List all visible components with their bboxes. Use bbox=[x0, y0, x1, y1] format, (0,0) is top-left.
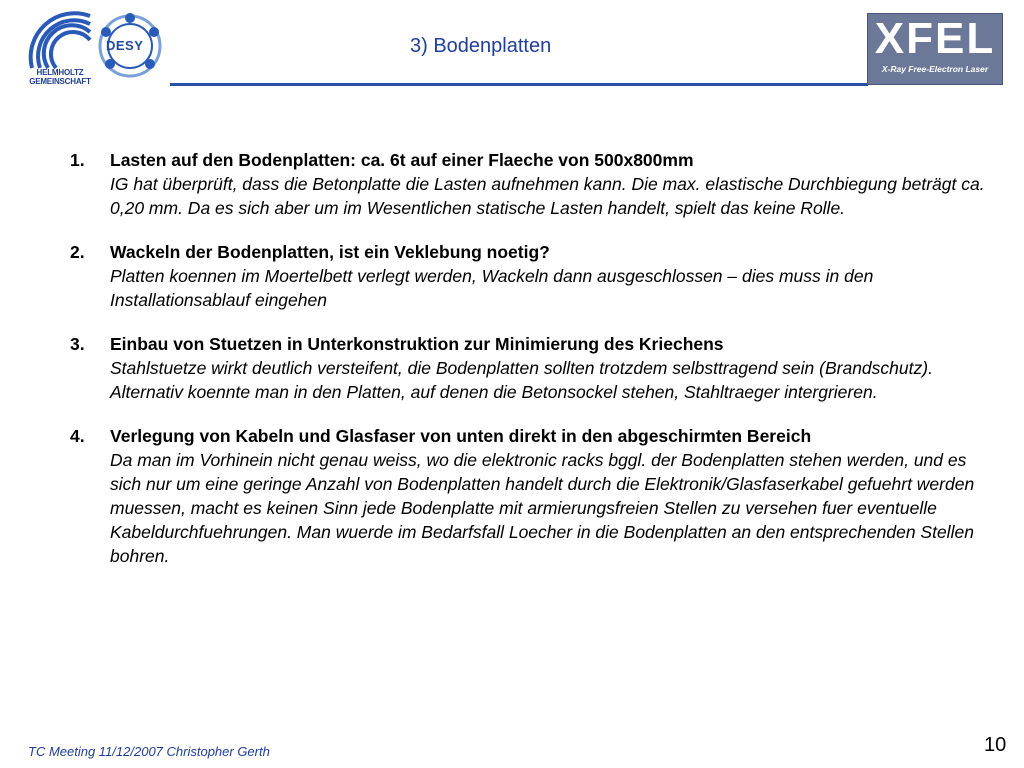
list-item bbox=[70, 332, 1000, 404]
list-item bbox=[70, 424, 1000, 568]
helmholtz-line2: GEMEINSCHAFT bbox=[29, 77, 91, 86]
desy-wordmark: DESY bbox=[106, 38, 144, 53]
item-body: IG hat überprüft, dass die Betonplatte die Lasten aufnehmen kann. Die max. elastische Durchbiegung beträgt ca. 0,20 mm. Da es sich aber um im Wesentlichen statische Lasten handelt, spielt das keine Rolle. bbox=[110, 174, 985, 218]
footer-meeting-info: TC Meeting 11/12/2007 Christopher Gerth bbox=[28, 744, 270, 759]
item-heading bbox=[70, 332, 1000, 356]
item-heading bbox=[70, 240, 1000, 264]
xfel-wordmark: XFEL bbox=[874, 14, 996, 63]
slide-content bbox=[70, 148, 1000, 588]
xfel-subtitle: X-Ray Free-Electron Laser bbox=[881, 64, 989, 74]
item-body: Stahlstuetze wirkt deutlich versteifent, die Bodenplatten sollten trotzdem selbsttragend sein (Brandschutz). Alternativ koennte man in den Platten, auf denen die Betonsockel stehen, Stahltraeger intergrieren. bbox=[110, 358, 933, 402]
item-body: Da man im Vorhinein nicht genau weiss, wo die elektronic racks bggl. der Bodenplatten stehen werden, und es sich nur um eine geringe Anzahl von Bodenplatten handelt durch die Elektronik/Glasfaserkabel gefuehrt werden muessen, macht es keinen Sinn jede Bodenplatte mit armierungsfreien Stellen zu versehen fuer eventuelle Kabeldurchfuehrungen. Man wuerde im Bedarfsfall Loecher in die Bodenplatten an den entsprechenden Stellen bohren. bbox=[110, 450, 975, 566]
item-heading-text: Wackeln der Bodenplatten, ist ein Veklebung noetig? bbox=[110, 242, 550, 262]
header-divider bbox=[170, 83, 868, 86]
item-heading-text: Einbau von Stuetzen in Unterkonstruktion zur Minimierung des Kriechens bbox=[110, 334, 724, 354]
xfel-logo bbox=[867, 13, 1003, 85]
item-number: 3. bbox=[70, 334, 85, 354]
item-number: 2. bbox=[70, 242, 85, 262]
item-number: 1. bbox=[70, 150, 85, 170]
item-number: 4. bbox=[70, 426, 85, 446]
helmholtz-line1: HELMHOLTZ bbox=[36, 68, 84, 77]
item-heading bbox=[70, 424, 1000, 448]
item-body: Platten koennen im Moertelbett verlegt werden, Wackeln dann ausgeschlossen – dies muss in den Installationsablauf eingehen bbox=[110, 266, 874, 310]
item-heading-text: Lasten auf den Bodenplatten: ca. 6t auf einer Flaeche von 500x800mm bbox=[110, 150, 694, 170]
helmholtz-wordmark bbox=[20, 68, 100, 86]
list-item bbox=[70, 240, 1000, 312]
page-number: 10 bbox=[984, 734, 1007, 756]
slide-title: 3) Bodenplatten bbox=[410, 35, 552, 57]
item-heading bbox=[70, 148, 1000, 172]
list-item bbox=[70, 148, 1000, 220]
item-heading-text: Verlegung von Kabeln und Glasfaser von unten direkt in den abgeschirmten Bereich bbox=[110, 426, 812, 446]
